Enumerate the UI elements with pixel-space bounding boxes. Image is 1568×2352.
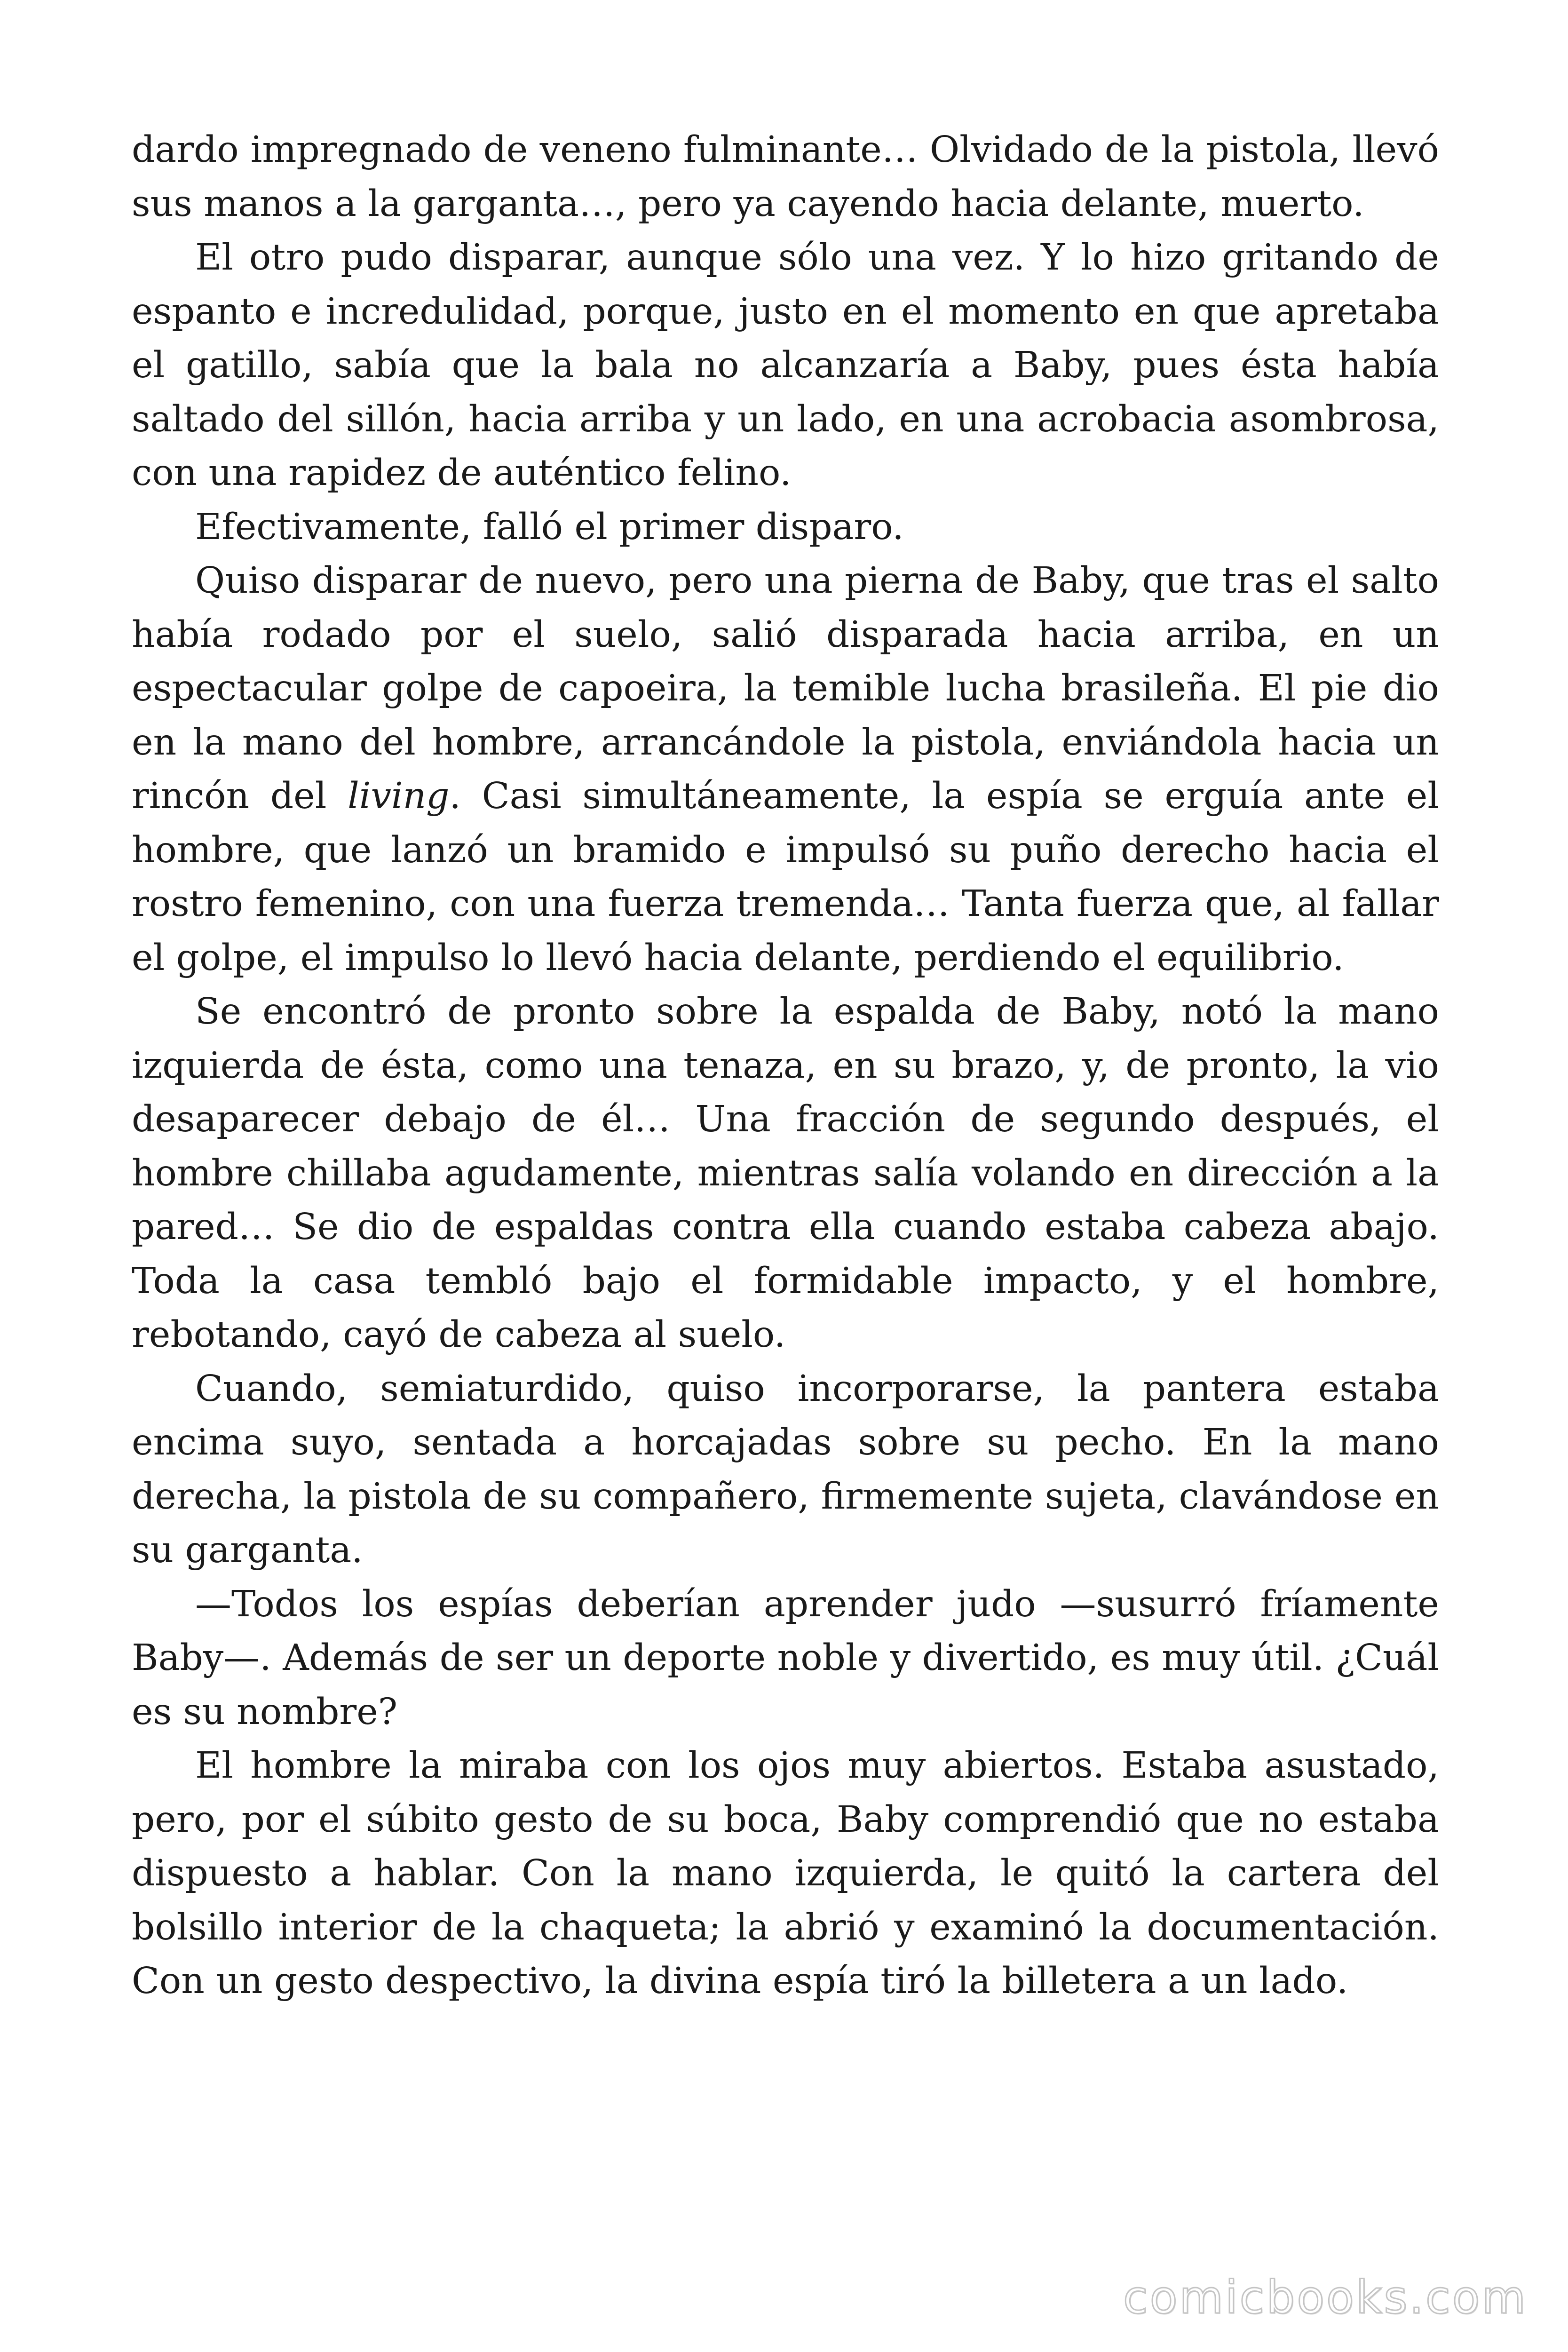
paragraph-text: Efectivamente, falló el primer disparo. — [195, 506, 904, 548]
paragraph — [132, 554, 1439, 985]
paragraph-text: —Todos los espías deberían aprender judo —susurró fríamente Baby—. Además de ser un deporte noble y divertido, es muy útil. ¿Cuál es su nombre? — [132, 1583, 1439, 1733]
paragraph-text: Se encontró de pronto sobre la espalda de Baby, notó la mano izquierda de ésta, como una tenaza, en su brazo, y, de pronto, la vio desaparecer debajo de él… Una fracción de segundo después, el hombre chillaba agudamente, mientras salía volando en dirección a la pared… Se dio de espaldas contra ella cuando estaba cabeza abajo. Toda la casa tembló bajo el formidable impacto, y el hombre, rebotando, cayó de cabeza al suelo. — [132, 991, 1439, 1356]
paragraph — [132, 231, 1439, 501]
paragraph — [132, 985, 1439, 1362]
italic-word: living — [348, 775, 450, 817]
paragraph — [132, 1362, 1439, 1578]
paragraph-text: El hombre la miraba con los ojos muy abiertos. Estaba asustado, pero, por el súbito gesto de su boca, Baby comprendió que no estaba dispuesto a hablar. Con la mano izquierda, le quitó la cartera del bolsillo interior de la chaqueta; la abrió y examinó la documentación. Con un gesto despectivo, la divina espía tiró la billetera a un lado. — [132, 1745, 1439, 2002]
paragraph-text: Quiso disparar de nuevo, pero una pierna de Baby, que tras el salto había rodado por el suelo, salió disparada hacia arriba, en un espectacular golpe de capoeira, la temible lucha brasileña. El pie dio en la mano del hombre, arrancándole la pistola, enviándola hacia un rincón del — [132, 560, 1439, 817]
paragraph-text: dardo impregnado de veneno fulminante… Olvidado de la pistola, llevó sus manos a la garganta…, pero ya cayendo hacia delante, muerto. — [132, 129, 1439, 225]
paragraph — [132, 1578, 1439, 1740]
paragraph — [132, 501, 1439, 555]
watermark: comicbooks.com — [1123, 2271, 1528, 2324]
paragraph — [132, 1739, 1439, 2009]
page-text — [132, 123, 1439, 2009]
paragraph-text: El otro pudo disparar, aunque sólo una vez. Y lo hizo gritando de espanto e incredulidad, porque, justo en el momento en que apretaba el gatillo, sabía que la bala no alcanzaría a Baby, pues ésta había saltado del sillón, hacia arriba y un lado, en una acrobacia asombrosa, con una rapidez de auténtico felino. — [132, 237, 1439, 494]
paragraph-continuation — [132, 123, 1439, 231]
paragraph-text: Cuando, semiaturdido, quiso incorporarse, la pantera estaba encima suyo, sentada a horcajadas sobre su pecho. En la mano derecha, la pistola de su compañero, firmemente sujeta, clavándose en su garganta. — [132, 1367, 1439, 1571]
paragraph-text: . Casi simultáneamente, la espía se erguía ante el hombre, que lanzó un bramido e impulsó su puño derecho hacia el rostro femenino, con una fuerza tremenda… Tanta fuerza que, al fallar el golpe, el impulso lo llevó hacia delante, perdiendo el equilibrio. — [132, 775, 1439, 979]
